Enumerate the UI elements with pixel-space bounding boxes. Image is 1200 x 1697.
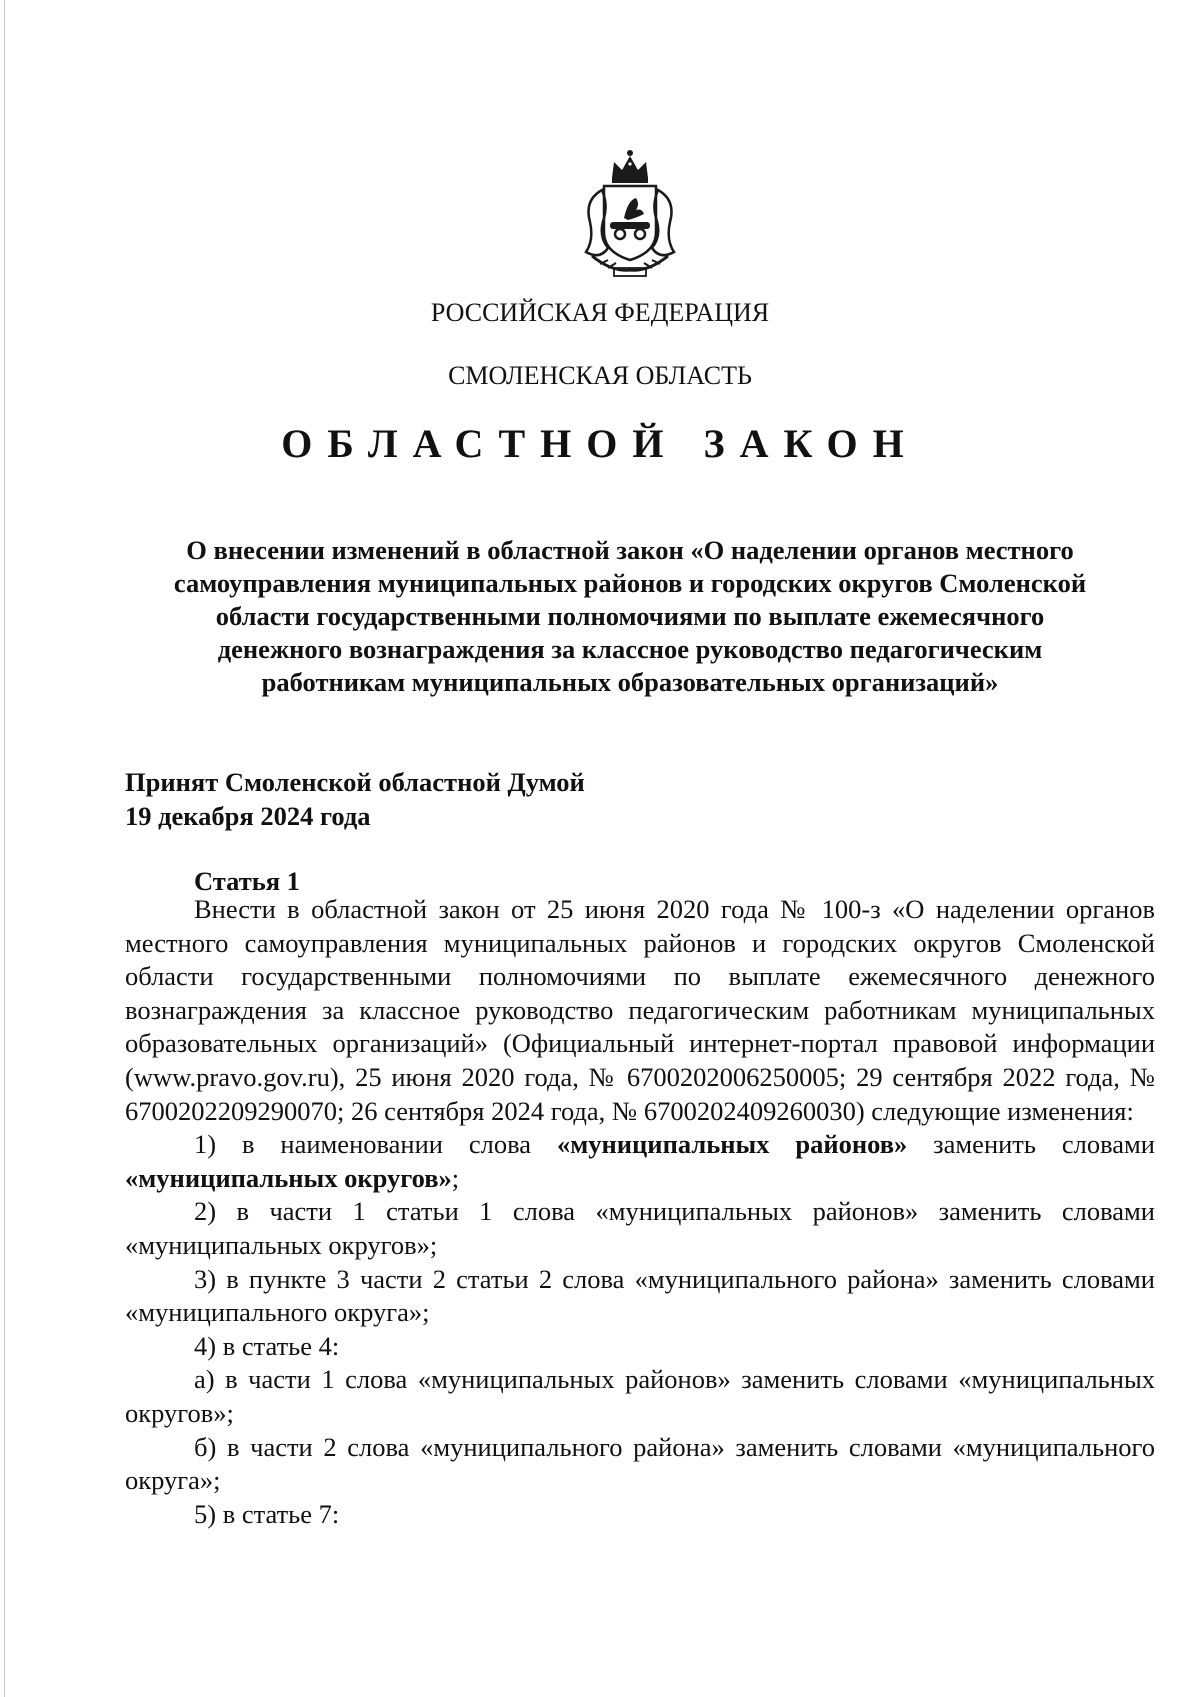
amendment-item-2: 2) в части 1 статьи 1 слова «муниципальных районов» заменить словами «муниципальных округов»;: [125, 1196, 1155, 1260]
amendment-item-3: 3) в пункте 3 части 2 статьи 2 слова «муниципального района» заменить словами «муниципального округа»;: [125, 1263, 1155, 1328]
document-type-heading: ОБЛАСТНОЙ ЗАКОН: [281, 421, 919, 466]
adoption-date: 19 декабря 2024 года: [125, 801, 371, 831]
amendment-item-4a: а) в части 1 слова «муниципальных районов» заменить словами «муниципальных округов»;: [125, 1364, 1155, 1428]
law-title-line: работникам муниципальных образовательных организаций»: [261, 667, 999, 697]
region-name: СМОЛЕНСКАЯ ОБЛАСТЬ: [448, 361, 752, 390]
item-text: заменить словами: [907, 1129, 1155, 1160]
adoption-block: [125, 765, 585, 833]
law-title-line: самоуправления муниципальных районов и городских округов Смоленской: [173, 568, 1087, 598]
law-title-line: О внесении изменений в областной закон «О наделении органов местного: [186, 535, 1074, 565]
adopted-by: Принят Смоленской областной Думой: [125, 767, 585, 797]
article-body: [125, 893, 1155, 1531]
country-name: РОССИЙСКАЯ ФЕДЕРАЦИЯ: [430, 298, 770, 327]
law-title-line: области государственными полномочиями по выплате ежемесячного: [215, 601, 1045, 631]
amendment-item-4b: б) в части 2 слова «муниципального района» заменить словами «муниципального округа»;: [125, 1431, 1155, 1496]
coat-of-arms-icon: [578, 148, 682, 282]
item-text-bold: «муниципальных районов»: [556, 1129, 908, 1160]
item-text: 1) в наименовании слова: [194, 1129, 557, 1160]
amendment-item-4: 4) в статье 4:: [194, 1330, 340, 1361]
item-text: ;: [451, 1162, 460, 1193]
amendment-item-5: 5) в статье 7:: [194, 1498, 340, 1529]
amendment-item-1: [125, 1128, 1155, 1195]
article-intro-paragraph: Внести в областной закон от 25 июня 2020 года № 100-з «О наделении органов местного самоуправления муниципальных районов и городских округов Смоленской области государственными полномочиями по выплате ежемесячного денежного вознаграждения за классное руководство педагогическим работникам муниципальных образовательных организаций» (Официальный интернет-портал правовой информации (www.pravo.gov.ru), 25 июня 2020 года, № 6700202006250005; 29 сентября 2022 года, № 6700202209290070; 26 сентября 2024 года, № 6700202409260030) следующие изменения:: [125, 894, 1155, 1126]
item-text-bold: «муниципальных округов»: [125, 1162, 452, 1193]
scan-edge-line: [4, 0, 5, 1697]
article-heading: Статья 1: [194, 866, 300, 896]
law-title-line: денежного вознаграждения за классное руководство педагогическим: [217, 634, 1043, 664]
law-title: [130, 534, 1130, 699]
